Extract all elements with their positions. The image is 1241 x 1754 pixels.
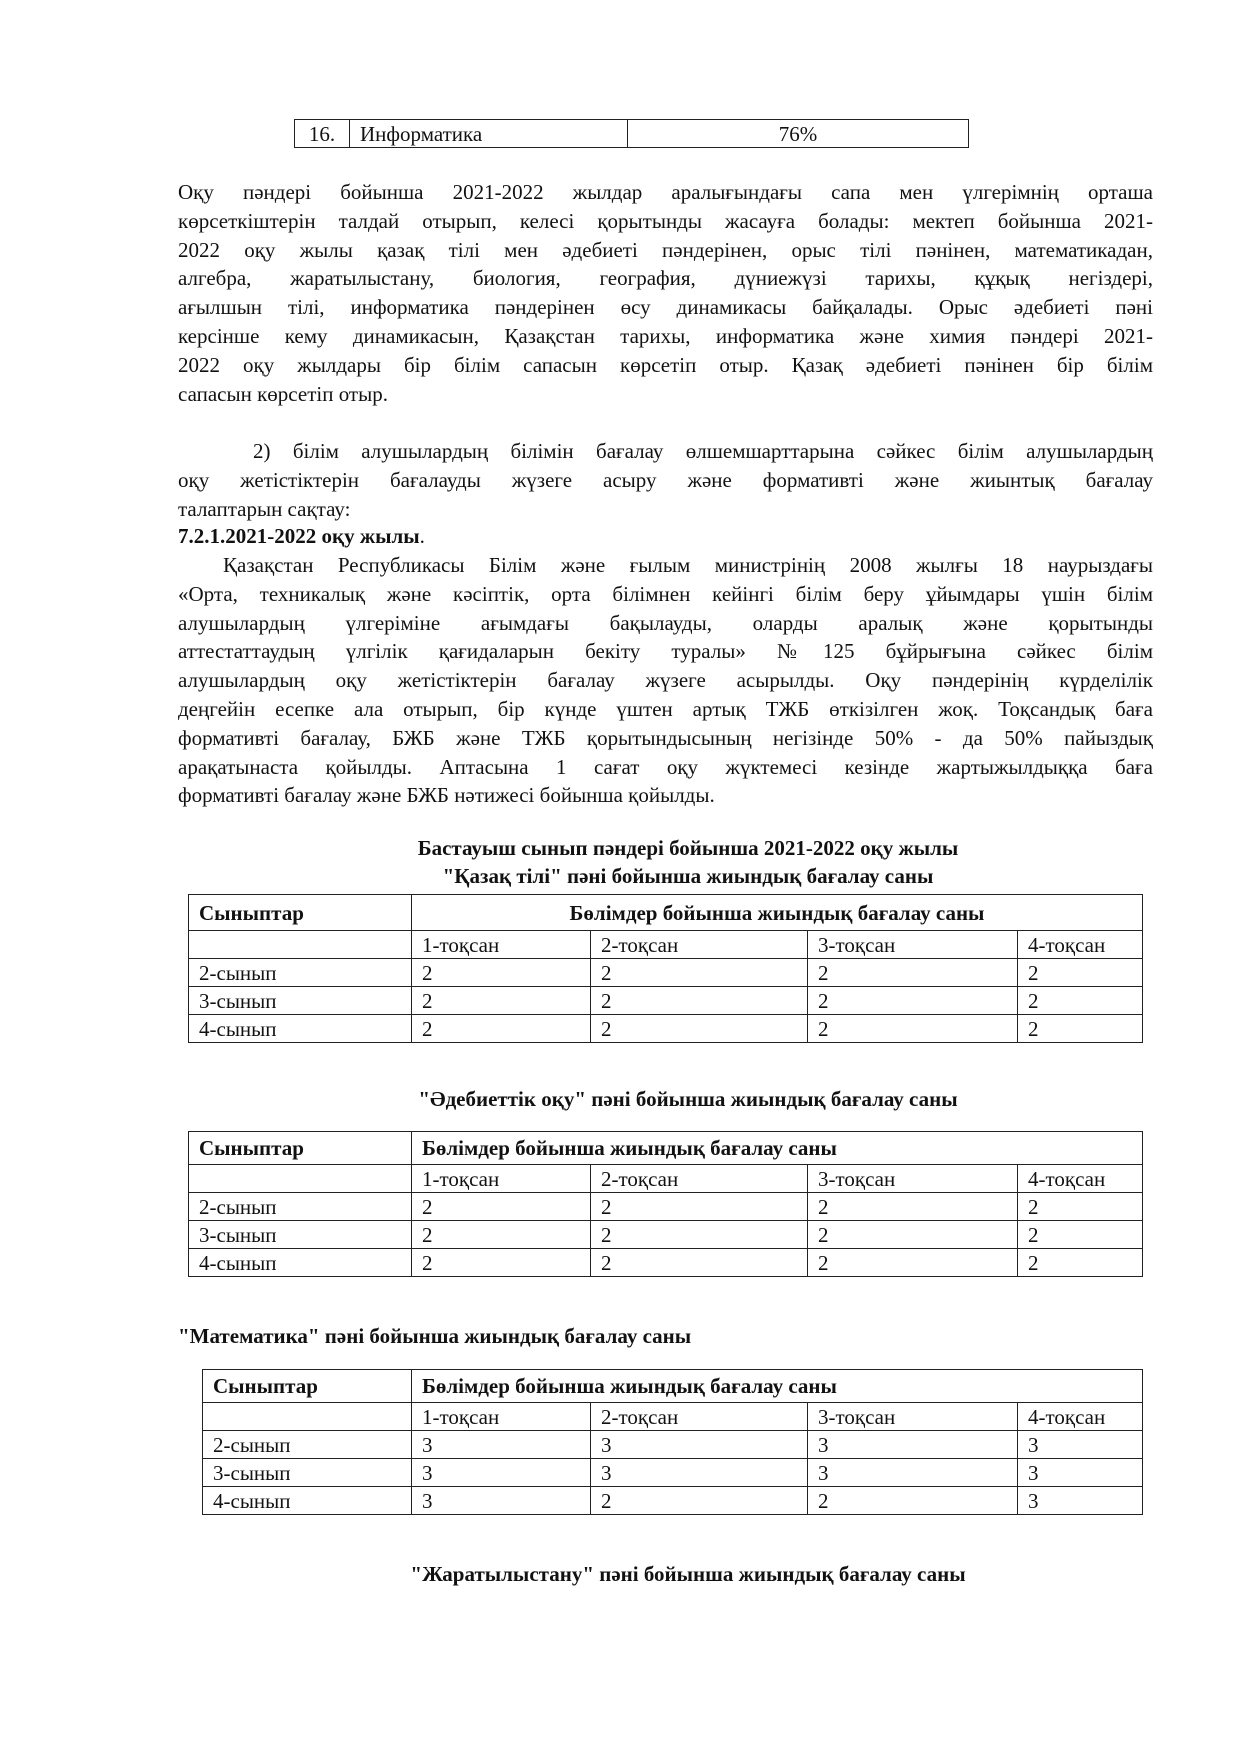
paragraph-line: формативті бағалау және БЖБ нәтижесі бойынша қойылды. bbox=[178, 783, 715, 808]
section-number: 7.2.1.2021-2022 оқу жылы bbox=[178, 524, 420, 548]
cell-value: 3 bbox=[808, 1459, 1018, 1487]
empty-cell bbox=[203, 1403, 412, 1431]
cell-value: 2 bbox=[808, 1193, 1018, 1221]
quarter-header: 1-тоқсан bbox=[412, 931, 591, 959]
class-label: 2-сынып bbox=[189, 1193, 412, 1221]
cell-value: 2 bbox=[808, 987, 1018, 1015]
natural-science-heading: "Жаратылыстану" пәні бойынша жиындық бағалау саны bbox=[410, 1562, 966, 1586]
cell-value: 2 bbox=[412, 959, 591, 987]
table-header-row bbox=[203, 1370, 1143, 1403]
table2-heading: "Әдебиеттік оқу" пәні бойынша жиындық бағалау саны bbox=[418, 1087, 958, 1111]
table-header-row bbox=[189, 1132, 1143, 1165]
cell-value: 2 bbox=[808, 959, 1018, 987]
paragraph-line: «Орта, техникалық және кәсіптік, орта білімнен кейінгі білім беру ұйымдары үшін білім bbox=[178, 581, 1153, 606]
table-row bbox=[189, 987, 1143, 1015]
section-heading bbox=[178, 522, 425, 550]
cell-value: 2 bbox=[591, 1015, 808, 1043]
paragraph-line: алушылардың үлгеріміне ағымдағы бақылауды, оларды аралық және қорытынды bbox=[178, 610, 1153, 635]
cell-value: 2 bbox=[412, 1015, 591, 1043]
cell-value: 2 bbox=[591, 1221, 808, 1249]
quarter-header-row bbox=[189, 1165, 1143, 1193]
paragraph-line: деңгейін есепке ала отырып, бір күнде үштен артық ТЖБ өткізілген жоқ. Тоқсандық баға bbox=[178, 696, 1153, 721]
paragraph-line: арақатынаста қойылды. Аптасына 1 сағат оқу жүктемесі кезінде жартыжылдыққа баға bbox=[178, 754, 1153, 779]
table3-heading: "Математика" пәні бойынша жиындық бағалау саны bbox=[178, 1324, 692, 1348]
table1-heading-1: Бастауыш сынып пәндері бойынша 2021-2022 оқу жылы bbox=[417, 836, 959, 860]
paragraph-line: талаптарын сақтау: bbox=[178, 496, 351, 521]
section-period: . bbox=[419, 524, 425, 548]
paragraph-line: Қазақстан Республикасы Білім және ғылым министрінің 2008 жылғы 18 наурыздағы bbox=[223, 553, 1153, 577]
quarter-header: 2-тоқсан bbox=[591, 931, 808, 959]
paragraph-line: алушылардың оқу жетістіктерін бағалау жүзеге асырылды. Оқу пәндерінің күрделілік bbox=[178, 668, 1153, 693]
cell-value: 2 bbox=[808, 1015, 1018, 1043]
cell-value: 3 bbox=[591, 1431, 808, 1459]
column-header-classes: Сыныптар bbox=[189, 1132, 412, 1165]
quarter-header: 4-тоқсан bbox=[1018, 1403, 1143, 1431]
quarter-header: 1-тоқсан bbox=[412, 1165, 591, 1193]
table-row bbox=[189, 1221, 1143, 1249]
table-row bbox=[189, 959, 1143, 987]
paragraph-line: 2022 оқу жылдары бір білім сапасын көрсетіп отыр. Қазақ әдебиеті пәнінен бір білім bbox=[178, 352, 1153, 377]
table-row bbox=[295, 120, 969, 148]
paragraph-line: сапасын көрсетіп отыр. bbox=[178, 381, 388, 406]
quarter-header: 4-тоқсан bbox=[1018, 1165, 1143, 1193]
cell-value: 3 bbox=[808, 1431, 1018, 1459]
class-label: 2-сынып bbox=[189, 959, 412, 987]
paragraph-line: 2) білім алушылардың білімін бағалау өлшемшарттарына сәйкес білім алушылардың bbox=[253, 439, 1153, 463]
subject-value: 76% bbox=[628, 120, 969, 148]
table-row bbox=[189, 1249, 1143, 1277]
paragraph-line: формативті бағалау, БЖБ және ТЖБ қорытындысының негізінде 50% - да 50% пайыздық bbox=[178, 725, 1153, 750]
subject-name: Информатика bbox=[350, 120, 628, 148]
cell-value: 2 bbox=[1018, 987, 1143, 1015]
literary-reading-table bbox=[188, 1131, 1143, 1277]
cell-value: 2 bbox=[591, 1193, 808, 1221]
quarter-header: 3-тоқсан bbox=[808, 1403, 1018, 1431]
cell-value: 2 bbox=[1018, 959, 1143, 987]
cell-value: 2 bbox=[1018, 1221, 1143, 1249]
quarter-header: 2-тоқсан bbox=[591, 1403, 808, 1431]
table1-heading-2: "Қазақ тілі" пәні бойынша жиындық бағалау саны bbox=[442, 864, 934, 888]
cell-value: 2 bbox=[412, 1193, 591, 1221]
cell-value: 3 bbox=[412, 1459, 591, 1487]
class-label: 3-сынып bbox=[189, 987, 412, 1015]
column-header-classes: Сыныптар bbox=[203, 1370, 412, 1403]
quarter-header: 1-тоқсан bbox=[412, 1403, 591, 1431]
quarter-header-row bbox=[189, 931, 1143, 959]
paragraph-line: 2022 оқу жылы қазақ тілі мен әдебиеті пәндерінен, орыс тілі пәнінен, математикадан, bbox=[178, 237, 1153, 262]
cell-value: 2 bbox=[412, 987, 591, 1015]
table-header-row bbox=[189, 895, 1143, 931]
cell-value: 2 bbox=[1018, 1193, 1143, 1221]
class-label: 3-сынып bbox=[203, 1459, 412, 1487]
paragraph-line: көрсеткіштерін талдай отырып, келесі қорытынды жасауға болады: мектеп бойынша 2021- bbox=[178, 208, 1153, 233]
column-header-classes: Сыныптар bbox=[189, 895, 412, 931]
cell-value: 2 bbox=[412, 1221, 591, 1249]
paragraph-line: ағылшын тілі, информатика пәндерінен өсу динамикасы байқалады. Орыс әдебиеті пәні bbox=[178, 295, 1153, 320]
cell-value: 3 bbox=[1018, 1459, 1143, 1487]
group-header: Бөлімдер бойынша жиындық бағалау саны bbox=[412, 1132, 1143, 1165]
requirement-paragraph bbox=[178, 437, 1153, 523]
top-results-table bbox=[294, 119, 969, 148]
paragraph-line: керсінше кему динамикасын, Қазақстан тарихы, информатика және химия пәндері 2021- bbox=[178, 323, 1153, 348]
quarter-header-row bbox=[203, 1403, 1143, 1431]
table-row bbox=[189, 1193, 1143, 1221]
quarter-header: 3-тоқсан bbox=[808, 931, 1018, 959]
cell-value: 2 bbox=[808, 1249, 1018, 1277]
cell-value: 2 bbox=[1018, 1249, 1143, 1277]
mathematics-table bbox=[202, 1369, 1143, 1515]
cell-value: 2 bbox=[412, 1249, 591, 1277]
cell-value: 2 bbox=[1018, 1015, 1143, 1043]
paragraph-line: Оқу пәндері бойынша 2021-2022 жылдар аралығындағы сапа мен үлгерімнің орташа bbox=[178, 180, 1153, 204]
cell-value: 2 bbox=[808, 1487, 1018, 1515]
row-number: 16. bbox=[295, 120, 350, 148]
table-row bbox=[203, 1459, 1143, 1487]
paragraph-line: аттестаттаудың үлгілік қағидаларын бекіту туралы» №125 бұйрығына сәйкес білім bbox=[178, 639, 1153, 664]
quarter-header: 3-тоқсан bbox=[808, 1165, 1018, 1193]
class-label: 2-сынып bbox=[203, 1431, 412, 1459]
cell-value: 3 bbox=[412, 1431, 591, 1459]
cell-value: 3 bbox=[412, 1487, 591, 1515]
quarter-header: 2-тоқсан bbox=[591, 1165, 808, 1193]
empty-cell bbox=[189, 1165, 412, 1193]
table-row bbox=[203, 1431, 1143, 1459]
empty-cell bbox=[189, 931, 412, 959]
class-label: 3-сынып bbox=[189, 1221, 412, 1249]
table-row bbox=[203, 1487, 1143, 1515]
group-header: Бөлімдер бойынша жиындық бағалау саны bbox=[412, 1370, 1143, 1403]
class-label: 4-сынып bbox=[203, 1487, 412, 1515]
table-row bbox=[189, 1015, 1143, 1043]
class-label: 4-сынып bbox=[189, 1015, 412, 1043]
cell-value: 2 bbox=[591, 959, 808, 987]
class-label: 4-сынып bbox=[189, 1249, 412, 1277]
paragraph-line: алгебра, жаратылыстану, биология, география, дүниежүзі тарихы, құқық негіздері, bbox=[178, 266, 1153, 291]
cell-value: 3 bbox=[1018, 1487, 1143, 1515]
cell-value: 3 bbox=[591, 1459, 808, 1487]
quarter-header: 4-тоқсан bbox=[1018, 931, 1143, 959]
cell-value: 2 bbox=[591, 1487, 808, 1515]
cell-value: 2 bbox=[808, 1221, 1018, 1249]
analysis-paragraph bbox=[178, 178, 1153, 408]
paragraph-line: оқу жетістіктерін бағалауды жүзеге асыру және формативті және жиынтық бағалау bbox=[178, 467, 1153, 492]
group-header: Бөлімдер бойынша жиындық бағалау саны bbox=[412, 895, 1143, 931]
cell-value: 2 bbox=[591, 1249, 808, 1277]
order-paragraph bbox=[178, 551, 1153, 810]
cell-value: 3 bbox=[1018, 1431, 1143, 1459]
cell-value: 2 bbox=[591, 987, 808, 1015]
kazakh-language-table bbox=[188, 894, 1143, 1043]
